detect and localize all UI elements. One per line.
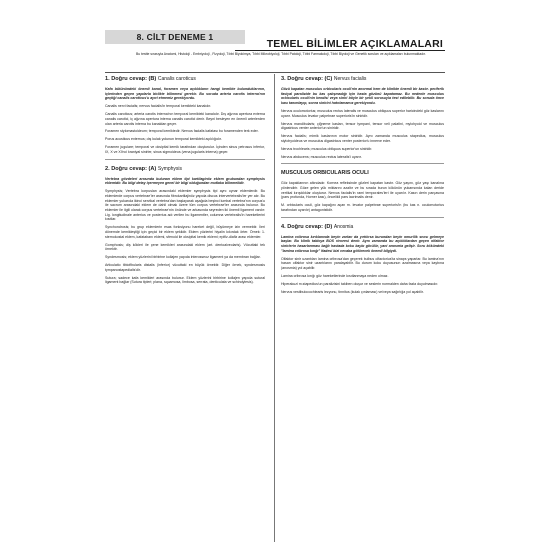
paragraph: Hiperakuzi m.stapedius'un paralizisini takiben oluşur ve seslerin normalden daha fazla duyulmasıdır. (281, 281, 439, 286)
answer-label: 4. Doğru cevap: (D) (281, 223, 333, 230)
paragraph: Canalis nervi facialis; nervus facialis'in temporal kemikteki kanalıdır. (105, 104, 212, 109)
answer-topic: Canalis caroticus (157, 76, 196, 82)
paragraph: Sutura; sadece kafa kemikleri arasında bulunur. Eklem yüzlerini birbirine kollajen yapıda sutural ligament bağlar (Sutura tipleri; plana, squamosa, limbosa, serrata, denticulata ve schindylesis). (105, 275, 265, 285)
answer-label: 1. Doğru cevap: (B) (105, 76, 157, 82)
section-separator (281, 163, 444, 164)
page-subtitle: Bu testte sırasıyla Anatomi, Histoloji - Embriyoloji , Fizyoloji, Tıbbi Biyokimya, Tıbbi Mikrobiyoloji, Tıbbi Patoloji, Tıbbi Farmakoloji, Tıbbi Biyoloji ve Genetik soruları ve açıklamaları bulunmaktadır. (136, 52, 426, 56)
answer-heading-2 (105, 166, 265, 173)
paragraph: Nervus oculomotorius; musculus rectus lateralis ve musculus obliquus superior haricindeki göz kaslarını uyarır. Musculus levator palpebrae superioris'in siniridir. (281, 109, 444, 118)
paragraph: Göz kapaklarının altındadır. Kornea refleksinde gözleri kapatan kastır. Göz yaşını, göz yaşı kanalına yönlendirir. Göze gelen yük miktarını azaltır ve bu sırada burun kökünün yukarısında kalan deride vertikal kırışıklıklar oluşturur. Nervus facialis'in rami temporales'leri ile uyarılır. Kasın derin parçasına (pars profunda, Horner kası), öncelikli pars lacrimalis denir. (281, 181, 444, 200)
paragraph: Lamina cribrosa kırığı göz hareketlerinde kısıtlanmaya neden olmaz. (281, 274, 389, 279)
paragraph: Foramen stylomastoideum; temporal kemiktedir. Nervus facialis kafatası bu foramenden terk eder. (105, 129, 259, 134)
paragraph: Nervus abducens; musculus rectus lateralis'i uyarır. (281, 154, 362, 159)
answer-heading-1 (105, 76, 265, 83)
paragraph: Symphysis; Vertebra korpusları arasındaki eklemler symphysis tipi aynı oynar eklemlerdir. Bu eklemlerde corpus vertebrae'ler arasında fibrokartilajinöz yapıda discus intervertebralis'ler yer alır. Bu eklemler yukarıda ikinci servikal vertebra'dan başlayarak aşağıda beşinci lumbal vertebra'nın corpus'u ile sacrum arasındaki eklem de dahil olmak üzere tüm corpus vertebrae'ler arasında bulunur. Bu eklemler ile ilgili olarak corpus vertebrae'nin önünde ve arkasında seyreden iki önemli ligament vardır: Lig. longitudinale anterius ve posterius adı verilen bu ligamentler, columna vertebralis'in hareketlerini kısıtlar. (105, 189, 265, 222)
paragraph: Porus acusticus externus; dış kulak yolunun temporal kemikteki açıklığıdır. (105, 137, 222, 142)
paragraph: Nervus vestibulocochlearis lezyonu, tinnitus (kulak çınlaması) ve/veya sağırlığa yol açabilir. (281, 289, 424, 294)
answer-heading-4 (281, 224, 444, 231)
paragraph: Articulatio tibiofibularis distalis (inferior) vücuttaki en büyük örnektir. Diğer örnek, syndesmosis tympanostapedialis'dir. (105, 263, 265, 272)
paragraph: Nervus mandibularis; çiğneme kasları, tensor tympani, tensor veli palatini, mylohyoid ve musculus digastricus venter anterior'un siniridir. (281, 121, 444, 131)
section-heading: MUSCULUS ORBICULARIS OCULI (281, 170, 369, 177)
section-separator (105, 159, 265, 160)
paragraph: Nervus trochlearis; musculus obliquus superior'un siniridir. (281, 146, 373, 151)
answer-heading-3 (281, 76, 444, 83)
answer-intro: Gözü kapatan musculus orbicularis oculi'nin anormal hem de klinikte önemli bir kastır. periferik fasiyal paralizide bu kas çalışmadığı için hasta gözünü kapatamaz. Bu nedenle musculus orbicularis oculi'nin kendisi veya siniri böyle bir şekil sorusuyla test edilebilir. Bu soruda önce kası tanımlayıp, sonra sinirini hatırlamamız gerekiyordu. (281, 87, 444, 106)
paragraph: Foramen jugulare; temporal ve oksipital kemik tarafından oluşturulur. İçinden sinus petrosus inferior, IX, X ve XI'nci kraniyal sinirler, sinus sigmoideus (vena jugularis interna) geçer. (105, 145, 265, 154)
left-column (105, 76, 265, 288)
title-rule (235, 50, 445, 51)
paragraph: Canalis caroticus; arteria carotis interna'nın temporal kemikteki kanalıdır. Dış ağzına apertura externa canalis carotici, iç ağzına apertura interna canalis carotici denir. Beyni besleyen en önemli arterlerden olan arteria carotis interna bu kanaldan geçer. (105, 112, 265, 126)
paragraph: Nervus facialis; mimik kaslarının motor siniridir. Aynı zamanda musculus stapedius, musculus stylohyoideus ve musculus digastricus venter posterior'u innerve eder. (281, 134, 444, 143)
section-separator (281, 217, 444, 218)
paragraph: Syndesmosis; eklem yüzlerini birbirine kollajen yapıda interosseoz ligament ya da membran bağlar. (105, 255, 261, 260)
column-divider (274, 74, 275, 542)
right-column (281, 76, 444, 298)
answer-intro: Vertebra gövdeleri arasında bulunan eklem tipi kartilaginöz eklem grubundan symphysis eklemidir. Bu bilgi detay içermeyen genel bir bilgi olduğundan mutlaka bilinmelidir. (105, 176, 265, 186)
answer-topic: Anosmia (333, 223, 354, 230)
answer-intro: Lamina cribrosa kırıklarında beyin zarları da yırtılırsa burundan beyin omurilik sıvısı gelmeye başlar. Bu klinik tabloya BOS rinoresi denir. Aynı zamanda bu açıklıklardan geçen olfaktor sinirlerin hasarlanması bağlı hastada koku kaybı görülür, yani anosmia gelişir. Soru kökündeki "lamina cribrosa kırığı" ifadesi bizi cevaba götürecek önemli bilgiydi. (281, 234, 444, 253)
textbook-page (105, 30, 445, 545)
paragraph: Synchondrosis; bu grup eklemlerin esas fonksiyonu hareket değil, büyümeye izin vermektir. İleri dönemde kemikleştiği için geçici bir eklem şeklidir. Eklem yüzlerini hiyalin kıkırdak örter. Örnek: 1. sternokostal eklem, kafatabanı eklemi, sfenoid ile oksipital kemik eklemi; epifiz-diafiz arası eklemler. (105, 225, 265, 239)
paragraph: Olfaktor sinir uzantıları lamina cribrosa'dan geçerek bulbus olfactorius'ta sinaps yaparlar. Bu lamina'nın hasarı olfaktor sinir uzantılarını yaralayabilir. Bu durum koku duyusunun azalmasına veya kaybına (anosmia) yol açabilir. (281, 256, 444, 271)
answer-intro: Kafa bütünündeki önemli kanal, foramen veya açıklıkların hangi kemikte bulunduklarının, içlerinden geçen yapılarla birlikte bilinmesi gerekir. Bu soruda arteria carotis interna'nın geçtiği canalis caroticus'u ayırt etmemiz gerekiyordu. (105, 87, 265, 101)
answer-topic: Symphysis (157, 165, 183, 172)
paragraph: Gomphosis; diş kökleri ile çene kemikleri arasındaki eklem (art. dentoalveolaris). Vücuttaki tek örnektir. (105, 242, 265, 252)
answer-label: 2. Doğru cevap: (A) (105, 165, 157, 172)
answer-label: 3. Doğru cevap: (C) (281, 76, 333, 82)
answer-topic: Nervus facialis (333, 76, 367, 82)
paragraph: M. orbicularis oculi, göz kapağını açan m. levator palpebrae superioris'in (bu kas n. oculomotorius tarafından uyarılır) antagonistidir. (281, 203, 444, 213)
page-title: TEMEL BİLİMLER AÇIKLAMALARI (266, 38, 443, 50)
volume-label: 8. CİLT DENEME 1 (105, 30, 245, 44)
header-divider (105, 72, 445, 73)
